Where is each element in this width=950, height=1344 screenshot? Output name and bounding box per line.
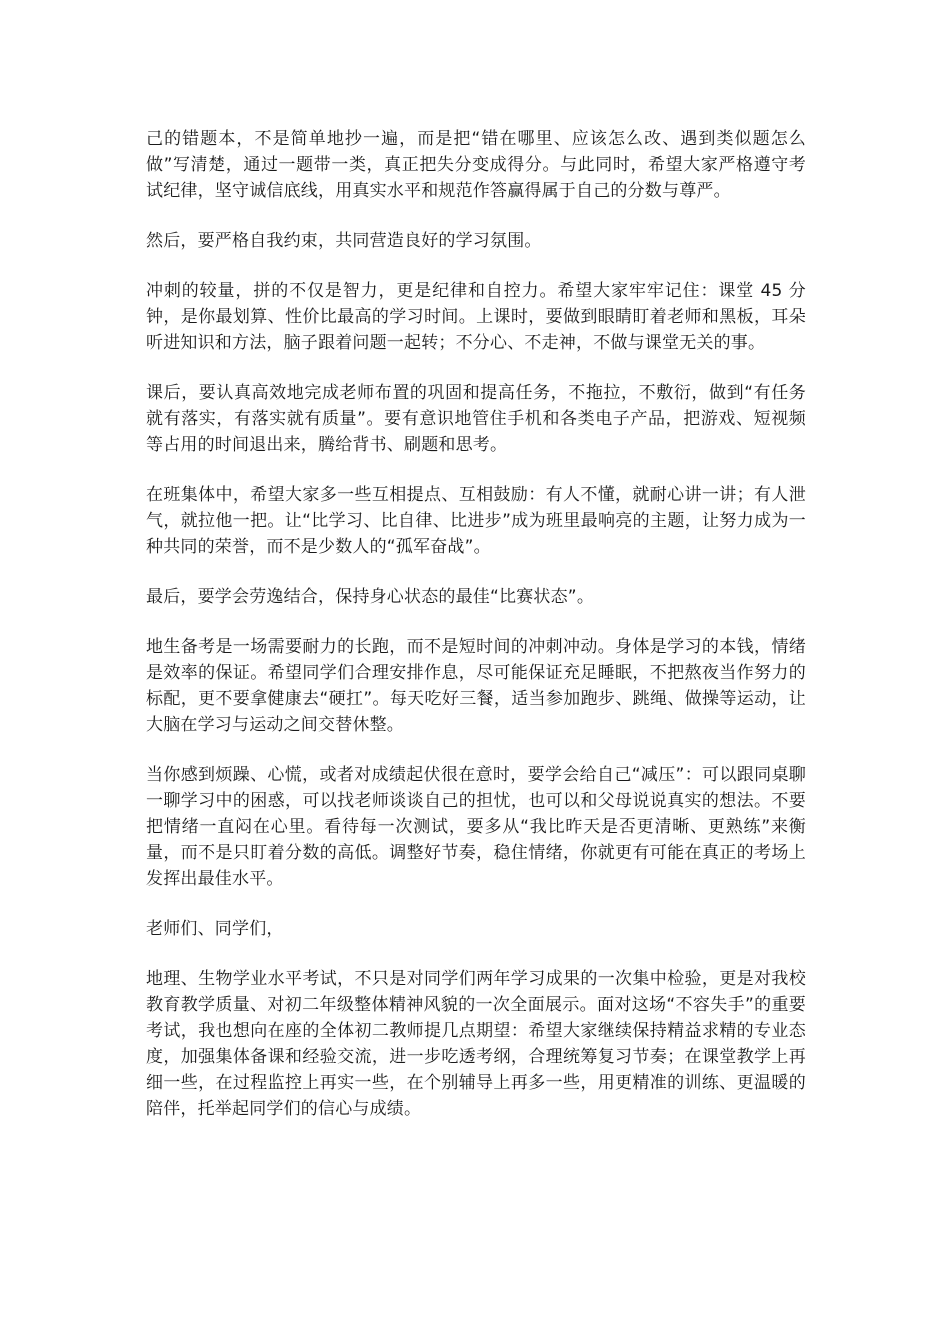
document-body [146, 126, 806, 1146]
paragraph: 然后，要严格自我约束，共同营造良好的学习氛围。 [146, 231, 542, 251]
paragraph: 冲刺的较量，拼的不仅是智力，更是纪律和自控力。希望大家牢牢记住：课堂 45 分钟，是你最划算、性价比最高的学习时间。上课时，要做到眼睛盯着老师和黑板，耳朵听进知识和方法，脑子跟着问题一起转；不分心、不走神，不做与课堂无关的事。 [146, 281, 806, 353]
paragraph: 地生备考是一场需要耐力的长跑，而不是短时间的冲刺冲动。身体是学习的本钱，情绪是效率的保证。希望同学们合理安排作息，尽可能保证充足睡眠，不把熬夜当作努力的标配，更不要拿健康去“硬扛”。每天吃好三餐，适当参加跑步、跳绳、做操等运动，让大脑在学习与运动之间交替休整。 [146, 637, 806, 735]
paragraph: 在班集体中，希望大家多一些互相提点、互相鼓励：有人不懂，就耐心讲一讲；有人泄气，就拉他一把。让“比学习、比自律、比进步”成为班里最响亮的主题，让努力成为一种共同的荣誉，而不是少数人的“孤军奋战”。 [146, 485, 806, 557]
paragraph: 当你感到烦躁、心慌，或者对成绩起伏很在意时，要学会给自己“减压”：可以跟同桌聊一聊学习中的困惑，可以找老师谈谈自己的担忧，也可以和父母说说真实的想法。不要把情绪一直闷在心里。看待每一次测试，要多从“我比昨天是否更清晰、更熟练”来衡量，而不是只盯着分数的高低。调整好节奏，稳住情绪，你就更有可能在真正的考场上发挥出最佳水平。 [146, 765, 806, 889]
paragraph: 课后，要认真高效地完成老师布置的巩固和提高任务，不拖拉，不敷衍，做到“有任务就有落实，有落实就有质量”。要有意识地管住手机和各类电子产品，把游戏、短视频等占用的时间退出来，腾给背书、刷题和思考。 [146, 383, 806, 455]
paragraph: 最后，要学会劳逸结合，保持身心状态的最佳“比赛状态”。 [146, 587, 595, 607]
paragraph: 地理、生物学业水平考试，不只是对同学们两年学习成果的一次集中检验，更是对我校教育教学质量、对初二年级整体精神风貌的一次全面展示。面对这场“不容失手”的重要考试，我也想向在座的全体初二教师提几点期望：希望大家继续保持精益求精的专业态度，加强集体备课和经验交流，进一步吃透考纲，合理统筹复习节奏；在课堂教学上再细一些，在过程监控上再实一些，在个别辅导上再多一些，用更精准的训练、更温暖的陪伴，托举起同学们的信心与成绩。 [146, 969, 806, 1119]
paragraph: 己的错题本，不是简单地抄一遍，而是把“错在哪里、应该怎么改、遇到类似题怎么做”写清楚，通过一题带一类，真正把失分变成得分。与此同时，希望大家严格遵守考试纪律，坚守诚信底线，用真实水平和规范作答赢得属于自己的分数与尊严。 [146, 129, 806, 201]
paragraph: 老师们、同学们， [146, 919, 284, 939]
